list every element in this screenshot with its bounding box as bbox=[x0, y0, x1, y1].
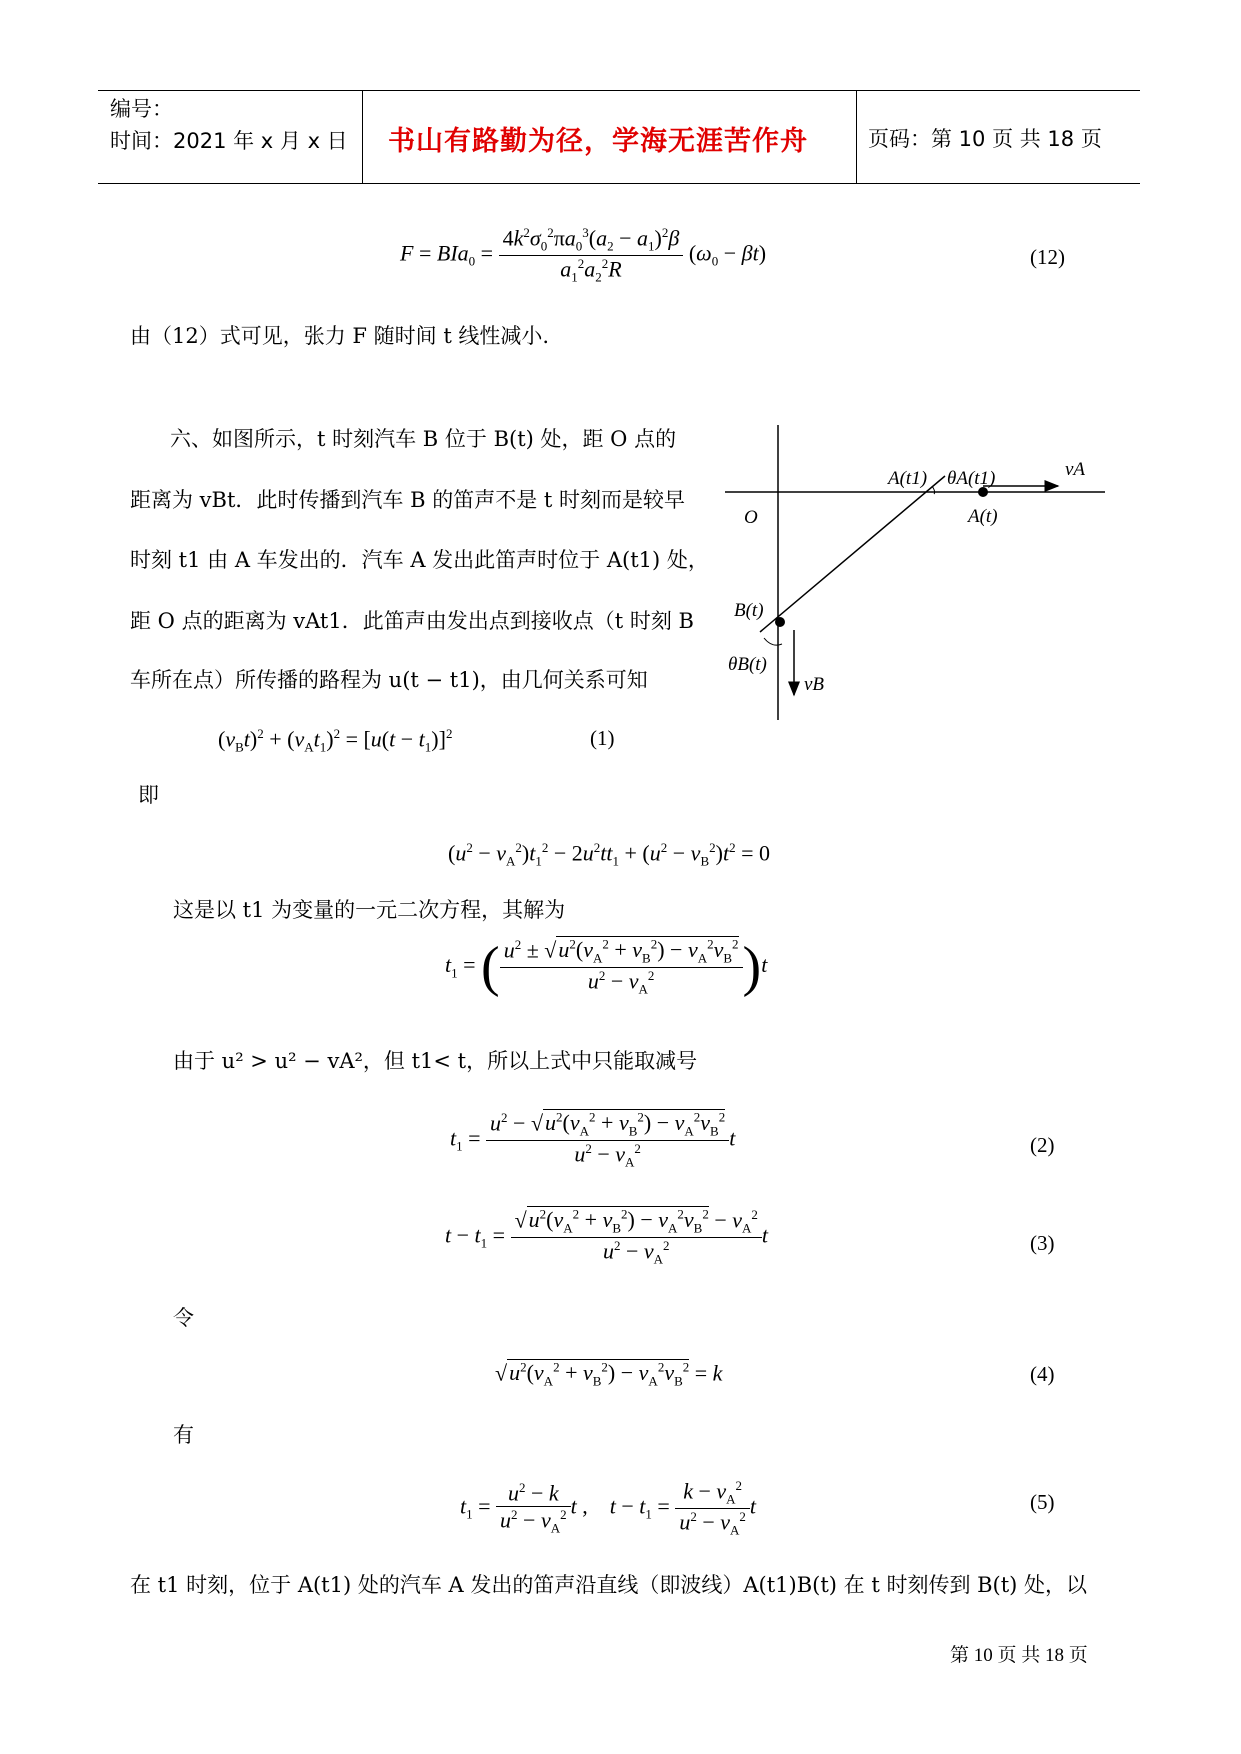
equation-4: $√u^2(v_A^2 + v_B^2) - v_A^2v_B^2 = k$ bbox=[495, 1360, 723, 1389]
equation-5-number: (5) bbox=[1030, 1490, 1055, 1514]
label-O: O bbox=[744, 507, 758, 528]
wave-line bbox=[760, 476, 945, 632]
section6-line5: 车所在点）所传播的路程为 u(t − t1)，由几何关系可知 bbox=[130, 668, 648, 692]
section6-line2: 距离为 vBt．此时传播到汽车 B 的笛声不是 t 时刻而是较早 bbox=[130, 488, 685, 512]
label-A-t: A(t) bbox=[968, 506, 998, 527]
equation-3-number: (3) bbox=[1030, 1231, 1055, 1255]
label-B-t: B(t) bbox=[734, 600, 764, 621]
equation-12-number: (12) bbox=[1030, 245, 1065, 269]
word-ji: 即 bbox=[138, 783, 159, 807]
equation-1: $(v_Bt)^2 + (v_At_1)^2 = [u(t - t_1)]^2$ bbox=[218, 726, 453, 755]
header-divider bbox=[856, 91, 857, 183]
text-after-eq12: 由（12）式可见，张力 F 随时间 t 线性减小. bbox=[130, 324, 550, 348]
equation-2-number: (2) bbox=[1030, 1133, 1055, 1157]
quadratic-intro: 这是以 t1 为变量的一元二次方程，其解为 bbox=[173, 898, 566, 922]
label-vB: vB bbox=[804, 674, 825, 695]
equation-quadratic: $(u^2 - v_A^2)t_1^2 - 2u^2tt_1 + (u^2 - v_B^2)t^2 = 0$ bbox=[448, 840, 770, 869]
page-header bbox=[98, 90, 1140, 184]
equation-1-number: (1) bbox=[590, 726, 615, 750]
label-theta-B: θB(t) bbox=[728, 654, 767, 675]
theta-A-arc bbox=[932, 486, 935, 494]
equation-3: $t - t_1$ = $\frac{√u^2(v_A^2 + v_B^2) - v_A^2v_B^2 - v_A^2}{u^2 - v_A^2}$ t bbox=[445, 1207, 769, 1267]
doc-time-label: 时间：2021 年 x 月 x 日 bbox=[110, 129, 348, 153]
label-vA: vA bbox=[1065, 459, 1086, 480]
header-motto: 书山有路勤为径，学海无涯苦作舟 bbox=[388, 126, 808, 157]
word-you: 有 bbox=[173, 1423, 194, 1447]
equation-4-number: (4) bbox=[1030, 1362, 1055, 1386]
section6-line1: 六、如图所示，t 时刻汽车 B 位于 B(t) 处，距 O 点的 bbox=[170, 427, 677, 451]
label-A-t1: A(t1) bbox=[888, 468, 928, 489]
equation-5: $t_1$ = $\frac{u^2 - k}{u^2 - v_A^2}$ t , $t - t_1$ = $\frac{k - v_A^2}{u^2 - v_A^2}$ t bbox=[460, 1478, 757, 1538]
geometry-diagram bbox=[720, 420, 1110, 725]
word-ling: 令 bbox=[173, 1306, 194, 1330]
equation-solution: $t_1$ = ( $\frac{u^2 \pm √u^2(v_A^2 + v_B^2) - v_A^2v_B^2}{u^2 - v_A^2}$ )t bbox=[445, 936, 768, 998]
section6-line4: 距 O 点的距离为 vAt1．此笛声由发出点到接收点（t 时刻 B bbox=[130, 609, 694, 633]
header-page-info: 页码：第 10 页 共 18 页 bbox=[868, 127, 1102, 151]
page-footer: 第 10 页 共 18 页 bbox=[950, 1645, 1088, 1666]
doc-number-label: 编号： bbox=[110, 97, 173, 121]
equation-12: F = BIa$_0$ = $\frac{4k^2\sigma_0^2\pi a_0^3(a_2 - a_1)^2\beta}{a_1^2a_2^2R}$ $(\omega_0 - \beta t)$ bbox=[400, 225, 767, 285]
label-theta-A: θA(t1) bbox=[947, 468, 996, 489]
point-B bbox=[775, 617, 785, 627]
equation-2: $t_1$ = $\frac{u^2 - √u^2(v_A^2 + v_B^2) - v_A^2v_B^2}{u^2 - v_A^2}$ t bbox=[450, 1110, 736, 1170]
last-line: 在 t1 时刻，位于 A(t1) 处的汽车 A 发出的笛声沿直线（即波线）A(t1)B(t) 在 t 时刻传到 B(t) 处，以 bbox=[130, 1573, 1088, 1597]
header-divider bbox=[362, 91, 363, 183]
header-left bbox=[110, 93, 348, 157]
section6-line3: 时刻 t1 由 A 车发出的．汽车 A 发出此笛声时位于 A(t1) 处， bbox=[130, 548, 709, 572]
theta-B-arc bbox=[764, 638, 782, 645]
sign-choice-text: 由于 u² > u² − vA²，但 t1< t，所以上式中只能取减号 bbox=[173, 1049, 698, 1073]
